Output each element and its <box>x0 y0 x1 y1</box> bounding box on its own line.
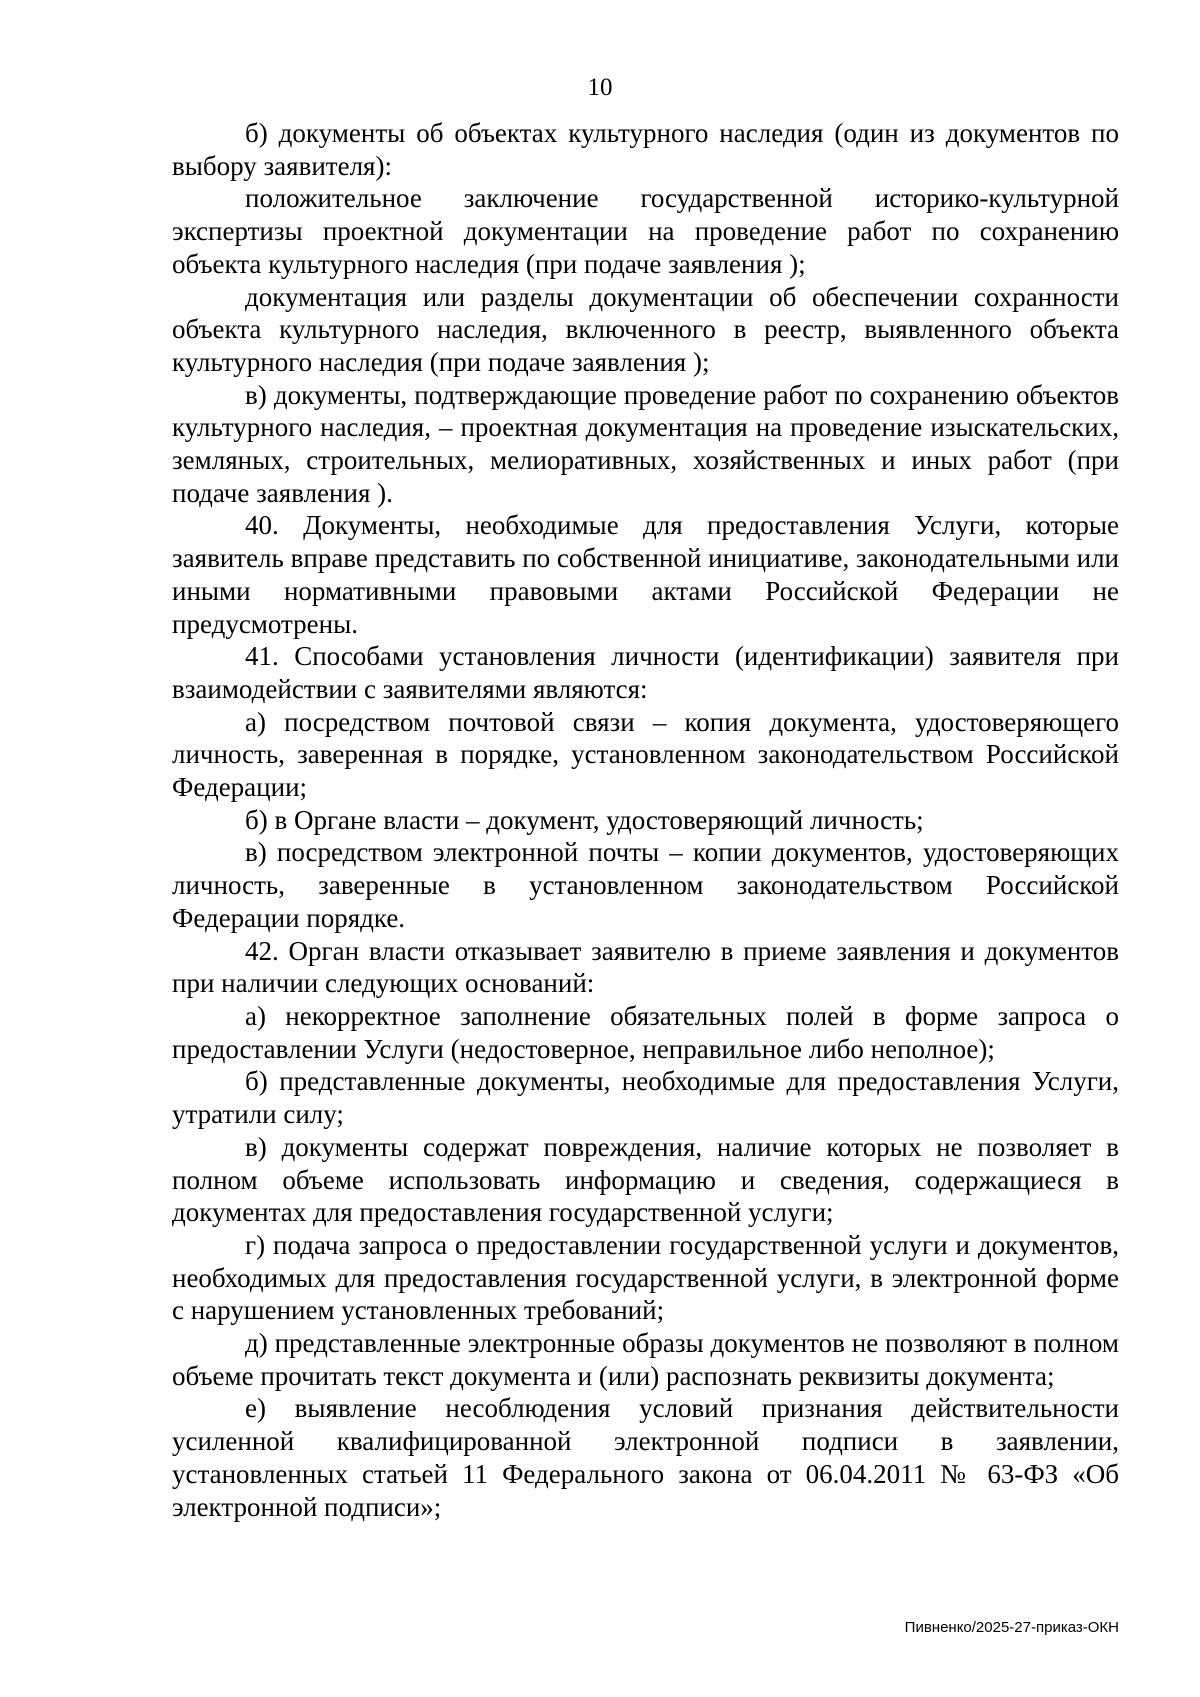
paragraph-42-d: д) представленные электронные образы документов не позволяют в полном объеме прочитать текст документа и (или) распознать реквизиты документа; <box>172 1328 1119 1391</box>
paragraph-v-works-documents: в) документы, подтверждающие проведение работ по сохранению объектов культурного наследия, – проектная документация на проведение изыскательских, земляных, строительных, мелиоративных, хозяйственных и иных работ (при подаче заявления ). <box>172 379 1119 508</box>
paragraph-b-heritage-documents: б) документы об объектах культурного наследия (один из документов по выбору заявителя): <box>172 118 1119 181</box>
paragraph-42-g: г) подача запроса о предоставлении государственной услуги и документов, необходимых для предоставления государственной услуги, в электронной форме с нарушением установленных требований; <box>172 1229 1119 1326</box>
document-code-footer: Пивненко/2025-27-приказ-ОКН <box>904 1619 1119 1636</box>
paragraph-positive-expertise: положительное заключение государственной историко-культурной экспертизы проектной документации на проведение работ по сохранению объекта культурного наследия (при подаче заявления ); <box>172 183 1119 279</box>
paragraph-41: 41. Способами установления личности (идентификации) заявителя при взаимодействии с заявителями являются: <box>172 641 1119 704</box>
paragraph-42: 42. Орган власти отказывает заявителю в приеме заявления и документов при наличии следующих оснований: <box>172 935 1119 999</box>
paragraph-41-v: в) посредством электронной почты – копии документов, удостоверяющих личность, заверенные в установленном законодательством Российской Федерации порядке. <box>172 837 1119 933</box>
paragraph-42-a: а) некорректное заполнение обязательных полей в форме запроса о предоставлении Услуги (недостоверное, неправильное либо неполное); <box>172 1000 1119 1064</box>
paragraph-preservation-documentation: документация или разделы документации об обеспечении сохранности объекта культурного наследия, включенного в реестр, выявленного объекта культурного наследия (при подаче заявления ); <box>172 281 1119 377</box>
page-number: 10 <box>587 74 613 101</box>
paragraph-41-b: б) в Органе власти – документ, удостоверяющий личность; <box>245 804 924 835</box>
paragraph-40: 40. Документы, необходимые для предоставления Услуги, которые заявитель вправе представить по собственной инициативе, законодательными или иными нормативными правовыми актами Российской Федерации не предусмотрены. <box>172 510 1119 639</box>
paragraph-41-a: а) посредством почтовой связи – копия документа, удостоверяющего личность, заверенная в порядке, установленном законодательством Российской Федерации; <box>172 706 1119 803</box>
document-body <box>172 117 1119 1523</box>
paragraph-42-e: е) выявление несоблюдения условий признания действительности усиленной квалифицированной электронной подписи в заявлении, установленных статьей 11 Федерального закона от 06.04.2011 № 63-ФЗ «Об электронной подписи»; <box>172 1393 1119 1522</box>
paragraph-42-v: в) документы содержат повреждения, наличие которых не позволяет в полном объеме использовать информацию и сведения, содержащиеся в документах для предоставления государственной услуги; <box>172 1131 1119 1228</box>
paragraph-42-b: б) представленные документы, необходимые для предоставления Услуги, утратили силу; <box>172 1066 1119 1130</box>
